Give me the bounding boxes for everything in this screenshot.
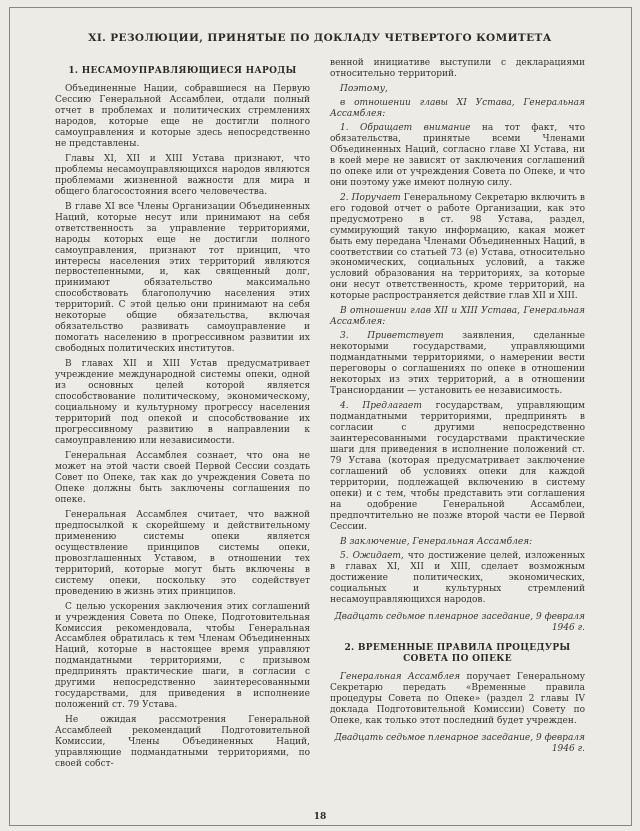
paragraph: Генеральная Ассамблея поручает Генеральному Секретарю передать «Временные правила процедуры Совета по Опеке» (раздел 2 главы IV доклада Подготовительной Комиссии) Совету по Опеке, как только этот последний будет учрежден. xyxy=(330,672,585,727)
paragraph: 2. Поручает Генеральному Секретарю включить в его годовой отчет о работе Организации, как это предусмотрено в ст. 98 Устава, раздел, суммирующий такую информацию, какая может быть ему передана Членами Объединенных Наций, в соответствии со статьей 73 (е) Устава, относительно экономических, социальных условий, а также условий образования на территориях, за которые они несут ответственность, кроме территорий, на которые распространяется действие глав XII и XIII. xyxy=(330,192,585,302)
paragraph: С целью ускорения заключения этих соглашений и учреждения Совета по Опеке, Подготовительная Комиссия рекомендовала, чтобы Генеральная Ассамблея обратилась к тем Членам Объединенных Наций, которые в настоящее время управляют подмандатными территориями, с призывом предпринять практические шаги, в согласии с другими непосредственно заинтересованными государствами, для приведения в исполнение положений ст. 79 Устава. xyxy=(55,601,310,711)
paragraph: В главе XI все Члены Организации Объединенных Наций, которые несут или принимают на себя ответственность за управление территориями, народы которых еще не достигли полного самоуправления, признают тот принцип, что интересы населения этих территорий являются первостепенными, и, как священный долг, принимают обязательство максимально способствовать благополучию населения этих территорий. С этой целью они принимают на себя некоторые общие обязательства, включая обязательство развивать самоуправление и помогать населению в прогрессивном развитии их свободных политических институтов. xyxy=(55,201,310,355)
meeting-note: Двадцать седьмое пленарное заседание, 9 февраля 1946 г. xyxy=(334,611,585,633)
italic-lead: 4. Предлагает xyxy=(340,401,422,412)
right-column xyxy=(330,58,585,765)
paragraph: в отношении главы XI Устава, Генеральная Ассамблея: xyxy=(330,97,585,119)
paragraph: В отношении глав XII и XIII Устава, Генеральная Ассамблея: xyxy=(330,306,585,328)
paragraph: В заключение, Генеральная Ассамблея: xyxy=(340,536,533,547)
section-heading: 2. ВРЕМЕННЫЕ ПРАВИЛА ПРОЦЕДУРЫ СОВЕТА ПО ОПЕКЕ xyxy=(344,643,571,665)
paragraph: 5. Ожидает, что достижение целей, изложенных в главах XI, XII и XIII, сделает возможным достижение политических, экономических, социальных и культурных стремлений несамоуправляющихся народов. xyxy=(330,550,585,605)
paragraph: Поэтому, xyxy=(340,83,388,94)
meeting-note: Двадцать седьмое пленарное заседание, 9 февраля 1946 г. xyxy=(334,733,585,755)
italic-lead: 1. Обращает внимание xyxy=(340,122,471,133)
page-number: 18 xyxy=(313,812,327,822)
italic-lead: 2. Поручает xyxy=(340,192,401,203)
left-column xyxy=(55,58,310,774)
paragraph: Генеральная Ассамблея считает, что важной предпосылкой к скорейшему и действительному применению системы опеки является осуществление принципов системы опеки, провозглашенных Уставом, в отношении тех территорий, которые могут быть включены в систему опеки, поскольку это содействует проведению в жизнь этих принципов. xyxy=(55,509,310,597)
italic-lead: 3. Приветствует xyxy=(340,331,444,342)
paragraph: Генеральная Ассамблея сознает, что она не может на этой части своей Первой Сессии создать Совет по Опеке, так как до учреждения Совета по Опеке должны быть заключены соглашения по опеке. xyxy=(55,450,310,505)
paragraph: В главах XII и XIII Устав предусматривает учреждение международной системы опеки, одной из основных целей которой является способствование политическому, экономическому, социальному и культурному прогрессу населения территорий под опекой и способствование их прогрессивному развитию в направлении к самоуправлению или независимости. xyxy=(55,359,310,446)
section-heading: 1. НЕСАМОУПРАВЛЯЮЩИЕСЯ НАРОДЫ xyxy=(68,66,297,76)
page-title: XI. РЕЗОЛЮЦИИ, ПРИНЯТЫЕ ПО ДОКЛАДУ ЧЕТВЕРТОГО КОМИТЕТА xyxy=(88,32,552,44)
paragraph: Объединенные Нации, собравшиеся на Первую Сессию Генеральной Ассамблеи, отдали полный отчет в проблемах и политических стремлениях народов, которые еще не достигли полного самоуправления и которые здесь непосредственно не представлены. xyxy=(55,83,310,149)
paragraph: Не ожидая рассмотрения Генеральной Ассамблеей рекомендаций Подготовительной Комиссии, Члены Объединенных Наций, управляющие подмандатными территориями, по своей собст- xyxy=(55,715,310,770)
italic-lead: 5. Ожидает, xyxy=(340,550,404,561)
paragraph: 3. Приветствует заявления, сделанные некоторыми государствами, управляющими подмандатными территориями, о намерении вести переговоры о соглашениях по опеке в отношении некоторых из этих территорий, а в отношении Трансиордании — установить ее независимость. xyxy=(330,331,585,397)
paragraph: 4. Предлагает государствам, управляющим подмандатными территориями, предпринять в согласии с другими непосредственно заинтересованными государствами практические шаги для приведения в исполнение положений ст. 79 Устава (которая предусматривает заключение соглашений об условиях опеки для каждой территории, подлежащей включению в систему опеки) и с тем, чтобы представить эти соглашения на одобрение Генеральной Ассамблеи, предпочтительно не позже второй части ее Первой Сессии. xyxy=(330,401,585,532)
paragraph: 1. Обращает внимание на тот факт, что обязательства, принятые всеми Членами Объединенных Наций, согласно главе XI Устава, ни в коей мере не зависят от заключения соглашений по опеке или от учреждения Совета по Опеке, и что они поэтому уже имеют полную силу. xyxy=(330,122,585,188)
italic-lead: Генеральная Ассамблея xyxy=(340,672,461,683)
paragraph: Главы XI, XII и XIII Устава признают, что проблемы несамоуправляющихся народов являются проблемами жизненной важности для мира и общего благосостояния всего человечества. xyxy=(55,153,310,197)
paragraph: венной инициативе выступили с декларациями относительно территорий. xyxy=(330,58,585,79)
two-column-text-area xyxy=(0,58,640,774)
